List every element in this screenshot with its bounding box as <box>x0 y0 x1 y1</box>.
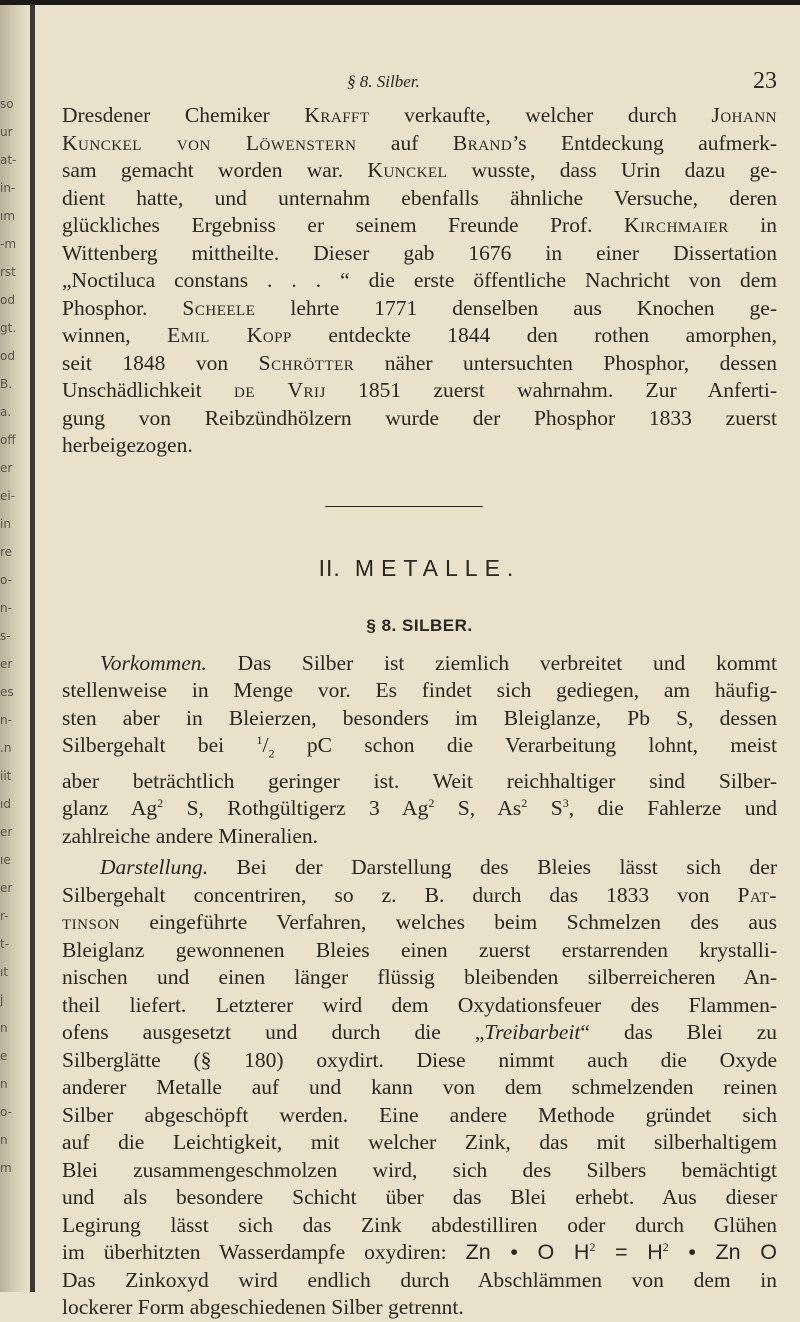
text-line: Vorkommen. Das Silber ist ziemlich verbreitet und kommt <box>100 650 777 675</box>
facing-page-fragments <box>0 90 16 1182</box>
text-line: Phosphor. Scheele lehrte 1771 denselben aus Knochen ge- <box>62 295 777 320</box>
text-line: herbeigezogen. <box>62 433 193 457</box>
gutter-fragment: iit <box>0 769 12 783</box>
text-line: Silberglätte (§ 180) oxydirt. Diese nimmt auch die Oxyde <box>62 1047 777 1072</box>
text-line: stellenweise in Menge vor. Es findet sich gediegen, am häufig- <box>62 678 777 702</box>
chemical-formula: • Zn O <box>668 1240 777 1265</box>
running-title: § 8. Silber. <box>347 72 420 91</box>
italic-term: Darstellung. <box>100 855 209 880</box>
text-line: tinson eingeführte Verfahren, welches beim Schmelzen des aus <box>62 910 777 935</box>
section-title: METALLE. <box>354 554 521 581</box>
gutter-fragment: a. <box>0 405 12 419</box>
subsection-heading: § 8. SILBER. <box>366 615 473 635</box>
text-line: gung von Reibzündhölzern wurde der Phosphor 1833 zuerst <box>62 405 777 430</box>
text-line: Das Zinkoxyd wird endlich durch Abschlämmen von dem in <box>62 1267 777 1292</box>
text-line: aber beträchtlich geringer ist. Weit reichhaltiger sind Silber- <box>62 768 777 793</box>
text-line: theil liefert. Letzterer wird dem Oxydationsfeuer des Flammen- <box>62 992 777 1017</box>
gutter-fragment: er <box>0 825 13 839</box>
gutter-fragment: j <box>0 993 4 1007</box>
text-line: Kunckel von Löwenstern auf Brand’s Entdeckung aufmerk- <box>62 130 778 155</box>
gutter-fragment: B. <box>0 377 13 391</box>
text-line: Dresdener Chemiker Krafft verkaufte, welcher durch Johann <box>62 103 777 127</box>
superscript: 3 <box>562 796 569 811</box>
text-line: ofens ausgesetzt und durch die „Treibarbeit“ das Blei zu <box>62 1020 778 1045</box>
page-number: 23 <box>753 68 777 94</box>
superscript: 2 <box>662 1240 669 1255</box>
gutter-fragment: o- <box>0 573 12 587</box>
person-name: Schrötter <box>258 350 355 375</box>
section-number: II. <box>318 554 341 581</box>
gutter-fragment: off <box>0 433 16 447</box>
gutter-fragment: n <box>0 1021 8 1035</box>
vorkommen-paragraph <box>62 650 777 851</box>
text-line: sam gemacht worden war. Kunckel wusste, dass Urin dazu ge- <box>62 158 777 182</box>
person-name: Kunckel von Löwenstern <box>62 130 357 155</box>
chemical-formula: = H <box>595 1240 663 1265</box>
gutter-fragment: ur <box>0 125 13 139</box>
gutter-fragment: s- <box>0 629 11 643</box>
gutter-fragment: o- <box>0 1105 12 1119</box>
text-line: glückliches Ergebniss er seinem Freunde Prof. Kirchmaier in <box>62 213 777 237</box>
italic-term: Treibarbeit <box>484 1020 581 1045</box>
person-name: Kirchmaier <box>624 213 729 237</box>
text-line: sten aber in Bleierzen, besonders im Bleiglanze, Pb S, dessen <box>62 705 777 730</box>
text-line: zahlreiche andere Mineralien. <box>62 823 319 848</box>
text-line: im überhitzten Wasserdampfe oxydiren: Zn • O $H^2 = H^2$ • Zn O <box>62 1240 777 1265</box>
section-heading <box>62 555 777 582</box>
superscript: 2 <box>157 796 164 811</box>
text-line: Silbergehalt concentriren, so z. B. durch das 1833 von Pat- <box>62 882 777 907</box>
gutter-fragment: n- <box>0 601 12 615</box>
gutter-fragment: ım <box>0 209 16 223</box>
gutter-fragment: ıt <box>0 965 9 979</box>
binding-line <box>30 5 35 1292</box>
gutter-fragment: od <box>0 349 15 363</box>
book-page <box>62 68 777 1322</box>
person-name: Johann <box>711 103 777 127</box>
gutter-fragment: m <box>0 1161 12 1175</box>
text-line: Darstellung. Bei der Darstellung des Bleies lässt sich der <box>100 855 777 880</box>
text-line: „Noctiluca constans . . . “ die erste öffentliche Nachricht von dem <box>62 268 777 292</box>
gutter-fragment: es <box>0 685 14 699</box>
text-line: Wittenberg mittheilte. Dieser gab 1676 in einer Dissertation <box>62 240 777 265</box>
superscript: 1 <box>256 733 263 747</box>
chemical-formula: Zn • O H <box>465 1240 590 1265</box>
text-line: Legirung lässt sich das Zink abdestilliren oder durch Glühen <box>62 1212 777 1237</box>
text-line: nischen und einen länger flüssig bleibenden silberreicheren An- <box>62 965 777 990</box>
text-line: winnen, Emil Kopp entdeckte 1844 den rothen amorphen, <box>62 323 778 347</box>
person-name: Emil Kopp <box>167 323 292 347</box>
text-line: Bleiglanz gewonnenen Bleies einen zuerst erstarrenden krystalli- <box>62 937 777 962</box>
text-line: auf die Leichtigkeit, mit welcher Zink, das mit silberhaltigem <box>62 1130 777 1155</box>
gutter-fragment: ei- <box>0 489 16 503</box>
superscript: 2 <box>428 796 435 811</box>
gutter-fragment: od <box>0 293 15 307</box>
gutter-fragment: er <box>0 657 13 671</box>
person-name: tinson <box>62 910 120 935</box>
person-name: de Vrij <box>234 378 326 402</box>
superscript: 2 <box>521 796 528 811</box>
gutter-fragment: r- <box>0 909 9 923</box>
gutter-fragment: .n <box>0 741 12 755</box>
subscript: 2 <box>268 746 275 761</box>
italic-term: Vorkommen. <box>100 650 207 675</box>
text-line: Blei zusammengeschmolzen wird, sich des Silbers bemächtigt <box>62 1157 777 1182</box>
text-line: Silbergehalt bei $^1/_2$ pC schon die Verarbeitung lohnt, meist <box>62 733 777 761</box>
gutter-fragment: n <box>0 1133 8 1147</box>
person-name: Kunckel <box>367 158 448 182</box>
gutter-fragment: in <box>0 517 11 531</box>
text-line: glanz Ag$^2$ S, Rothgültigerz 3 Ag$^2$ S, As$^2$ $S^3$, die Fahlerze und <box>62 796 777 821</box>
person-name: Krafft <box>304 103 370 127</box>
gutter-fragment: t- <box>0 937 10 951</box>
running-head <box>62 68 777 102</box>
gutter-fragment: rst <box>0 265 16 279</box>
text-line: Unschädlichkeit de Vrij 1851 zuerst wahrnahm. Zur Anferti- <box>62 378 777 402</box>
person-name: Scheele <box>182 295 256 320</box>
text-line: Silber abgeschöpft werden. Eine andere Methode gründet sich <box>62 1102 777 1127</box>
darstellung-paragraph <box>62 854 777 1322</box>
text-line: anderer Metalle auf und kann von dem schmelzenden reinen <box>62 1075 777 1100</box>
person-name: Pat- <box>737 882 777 907</box>
section-divider <box>325 506 483 507</box>
gutter-fragment: ıd <box>0 797 11 811</box>
gutter-fragment: e <box>0 1049 8 1063</box>
gutter-fragment: so <box>0 97 14 111</box>
gutter-fragment: at- <box>0 153 16 167</box>
top-edge-rule <box>0 0 800 5</box>
gutter-fragment: n- <box>0 713 12 727</box>
superscript: 2 <box>589 1240 596 1255</box>
gutter-fragment: -m <box>0 237 16 251</box>
gutter-fragment: gt. <box>0 321 16 335</box>
text-line: und als besondere Schicht über das Blei erhebt. Aus dieser <box>62 1185 777 1210</box>
text-line: dient hatte, und unternahm ebenfalls ähnliche Versuche, deren <box>62 185 777 210</box>
text-line: seit 1848 von Schrötter näher untersuchten Phosphor, dessen <box>62 350 777 375</box>
intro-paragraph <box>62 102 777 460</box>
gutter-fragment: er <box>0 461 13 475</box>
gutter-fragment: n <box>0 1077 8 1091</box>
text-line: lockerer Form abgeschiedenen Silber getrennt. <box>62 1295 464 1320</box>
person-name: Brand <box>452 130 513 155</box>
gutter-fragment: ıe <box>0 853 11 867</box>
gutter-fragment: in- <box>0 181 16 195</box>
gutter-fragment: re <box>0 545 13 559</box>
gutter-fragment: er <box>0 881 13 895</box>
